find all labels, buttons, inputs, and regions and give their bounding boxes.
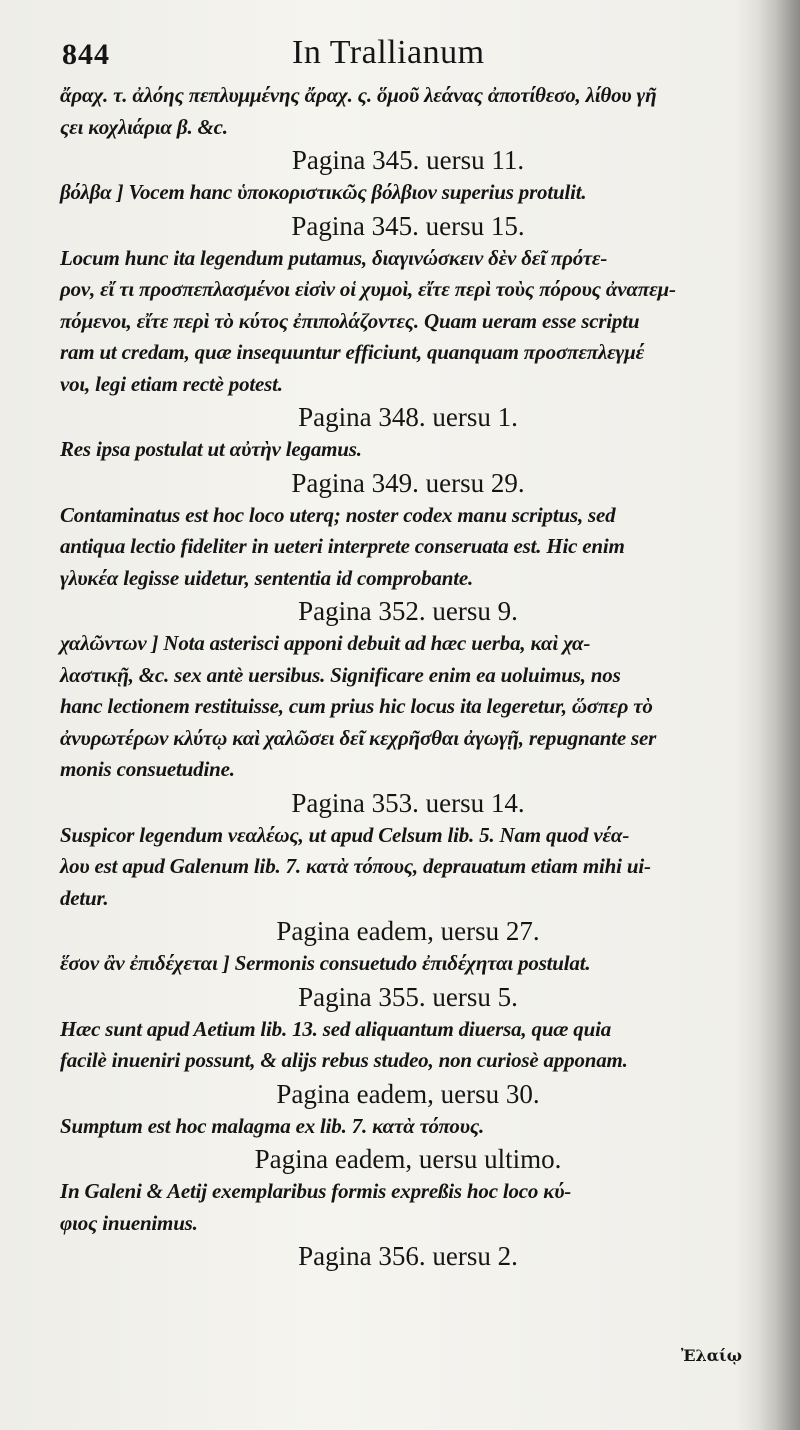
catchword: Ἐλαίῳ (680, 1346, 742, 1365)
text-line: Hæc sunt apud Aetium lib. 13. sed aliquantum diuersa, quæ quia (60, 1016, 612, 1041)
text-line: λαστικῇ, &c. sex antè uersibus. Significare enim ea uoluimus, nos (60, 662, 621, 687)
section-heading: Pagina eadem, uersu ultimo. (254, 1144, 562, 1174)
text-line: ἕσον ἂν ἐπιδέχεται ] Sermonis consuetudo ἐπιδέχηται postulat. (60, 951, 591, 975)
page-number: 844 (62, 38, 110, 71)
text-line: Res ipsa postulat ut αὐτὴν legamus. (60, 437, 362, 461)
text-line: χαλῶντων ] Nota asterisci apponi debuit ad hæc uerba, καὶ χα- (60, 631, 591, 655)
section-heading: Pagina 349. uersu 29. (291, 467, 525, 498)
text-line: hanc lectionem restituisse, cum prius hic locus ita legeretur, ὥσπερ τὸ (60, 694, 653, 718)
text-line: Contaminatus est hoc loco uterq; noster codex manu scriptus, sed (60, 502, 616, 527)
section-heading: Pagina 355. uersu 5. (298, 981, 518, 1012)
page-gutter-shadow (758, 0, 800, 1430)
section-heading: Pagina 356. uersu 2. (298, 1241, 518, 1271)
text-line: φιος inuenimus. (60, 1210, 198, 1235)
text-line: βόλβα ] Vocem hanc ὑποκοριστικῶς βόλβιον superius protulit. (60, 180, 587, 204)
section-heading: Pagina 345. uersu 11. (291, 145, 525, 175)
page-header (62, 28, 744, 80)
section-heading: Pagina 353. uersu 14. (291, 787, 525, 818)
text-line: Suspicor legendum νεαλέως, ut apud Celsum lib. 5. Nam quod νέα- (60, 822, 630, 847)
text-line: λου est apud Galenum lib. 7. κατὰ τόπους, deprauatum etiam mihi ui- (60, 854, 651, 878)
running-head: In Trallianum (292, 34, 485, 71)
text-line: νοι, legi etiam rectè potest. (60, 371, 283, 396)
section-heading: Pagina 345. uersu 15. (291, 210, 525, 241)
page-body (60, 80, 756, 1273)
section-heading: Pagina eadem, uersu 27. (276, 916, 540, 946)
text-line: facilè inueniri possunt, & alijs rebus studeo, non curiosè apponam. (60, 1048, 628, 1072)
text-line: ἀνυρωτέρων κλύτῳ καὶ χαλῶσει δεῖ κεχρῆσθαι ἀγωγῇ, repugnante ser (60, 725, 657, 750)
text-line: Sumptum est hoc malagma ex lib. 7. κατὰ τόπους. (60, 1113, 485, 1138)
text-line: ρον, εἴ τι προσπεπλασμένοι εἰσὶν οἱ χυμοὶ, εἴτε περὶ τοὺς πόρους ἀναπεμ- (60, 277, 676, 301)
text-line: monis consuetudine. (60, 757, 235, 781)
text-line: antiqua lectio fideliter in ueteri interprete conseruata est. Hic enim (60, 534, 625, 558)
section-heading: Pagina eadem, uersu 30. (276, 1078, 540, 1109)
text-line: Locum hunc ita legendum putamus, διαγινώσκειν δὲν δεῖ πρότε- (60, 245, 608, 270)
section-heading: Pagina 348. uersu 1. (298, 402, 518, 432)
text-line: ςει κοχλιάρια β. &c. (60, 114, 228, 139)
text-line: πόμενοι, εἴτε περὶ τὸ κύτος ἐπιπολάζοντες. Quam ueram esse scriptu (60, 308, 640, 333)
text-line: ἄραχ. τ. ἀλόης πεπλυμμένης ἄραχ. ς. ὅμοῦ λεάνας ἀποτίθεσο, λίθου γῆ (60, 83, 657, 107)
text-line: detur. (60, 885, 109, 910)
section-heading: Pagina 352. uersu 9. (298, 596, 518, 626)
text-line: γλυκέα legisse uidetur, sententia id comprobante. (60, 565, 474, 590)
text-line: ram ut credam, quæ insequuntur efficiunt, quanquam προσπεπλεγμέ (60, 340, 644, 364)
text-line: In Galeni & Aetij exemplaribus formis expreßis hoc loco κύ- (60, 1179, 572, 1203)
